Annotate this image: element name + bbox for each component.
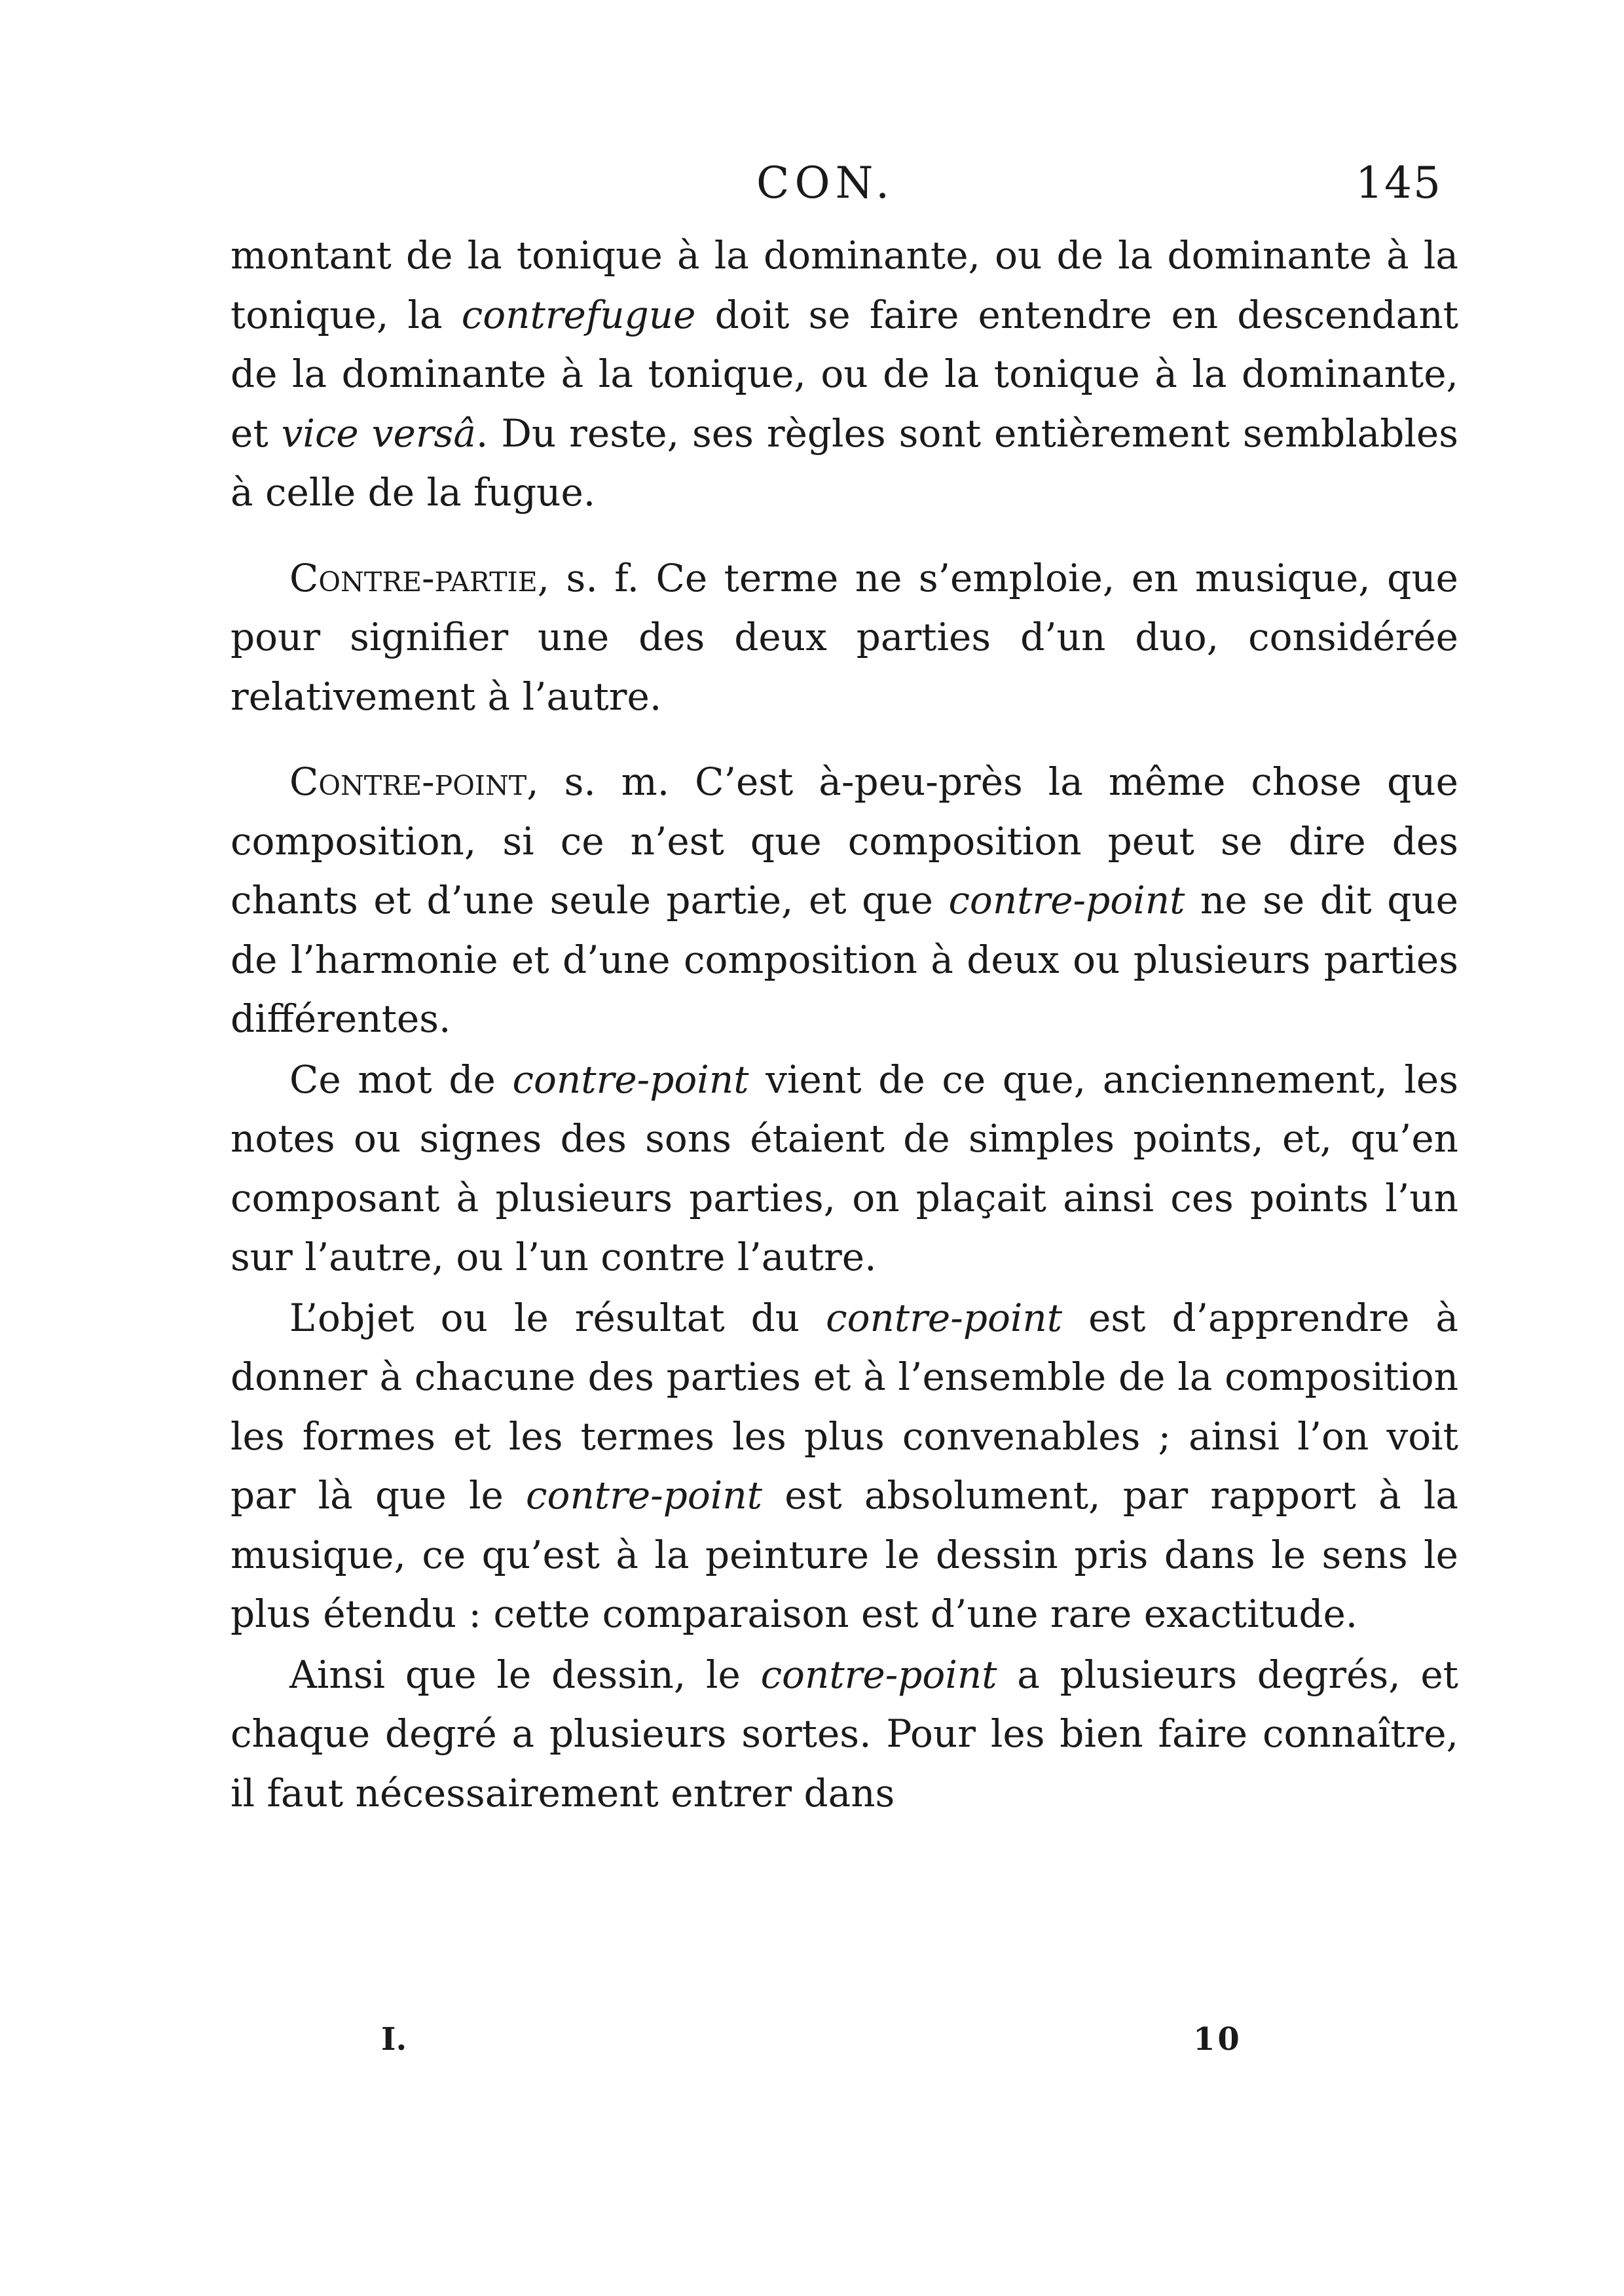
text-run: Ainsi que le dessin, le — [289, 1652, 761, 1697]
text-run: , s. f. Ce terme ne s’emploie, en musique, que pour signifier une des deux parties d’un duo, considérée relativement à l’autre. — [231, 555, 1458, 719]
running-head-title: CON. — [756, 158, 895, 208]
text-run: vient de ce que, anciennement, les notes ou signes des sons étaient de simples points, et, qu’en composant à plusieurs parties, on plaçait ainsi ces points l’un sur l’autre, ou l’un contre l’autre. — [231, 1057, 1458, 1279]
paragraph-etymology — [231, 1050, 1458, 1287]
italic-term: contre-point — [826, 1295, 1063, 1340]
paragraph-degrees — [231, 1645, 1458, 1823]
text-run: ne se dit que de l’harmonie et d’une composition à deux ou plusieurs parties différentes. — [231, 878, 1459, 1041]
text-run: . Du reste, ses règles sont entièrement semblables à celle de la fugue. — [231, 410, 1458, 515]
italic-term: contre-point — [948, 878, 1185, 922]
italic-term: contre-point — [526, 1473, 763, 1518]
text-run: est absolument, par rapport à la musique, ce qu’est à la peinture le dessin pris dans le sens le plus étendu : cette comparaison est d’une rare exactitude. — [231, 1473, 1458, 1636]
page-footer — [0, 2013, 1624, 2066]
italic-term: contre-point — [512, 1057, 749, 1102]
paragraph-fugue-continuation — [231, 226, 1458, 522]
text-run: a plusieurs degrés, et chaque degré a plusieurs sortes. Pour les bien faire connaître, il faut nécessairement entrer dans — [231, 1652, 1458, 1815]
text-block — [231, 226, 1458, 1823]
text-run: , s. m. C’est à-peu-près la même chose que composition, si ce n’est que composition peut se dire des chants et d’une seule partie, et que — [231, 759, 1458, 922]
entry-headword: Contre-point — [289, 759, 527, 804]
entry-contre-point — [231, 752, 1458, 1049]
italic-term: contre-point — [760, 1652, 997, 1697]
page-number: 145 — [1356, 158, 1442, 208]
text-run: est d’apprendre à donner à chacune des parties et à l’ensemble de la composition les formes et les termes les plus convenables ; ainsi l’on voit par là que le — [231, 1295, 1458, 1518]
text-run: doit se faire entendre en descendant de la dominante à la tonique, ou de la tonique à la dominante, et — [231, 292, 1458, 456]
signature-mark: I. — [381, 2021, 407, 2058]
paragraph-purpose — [231, 1288, 1458, 1644]
entry-contre-partie — [231, 549, 1458, 727]
entry-headword: Contre-partie — [289, 555, 538, 600]
italic-term: vice versâ — [281, 410, 476, 456]
gathering-folio: 10 — [1193, 2021, 1242, 2058]
text-run: L’objet ou le résultat du — [289, 1295, 826, 1340]
text-run: montant de la tonique à la dominante, ou de la dominante à la tonique, la — [231, 233, 1458, 337]
italic-term: contrefugue — [461, 292, 696, 337]
text-run: Ce mot de — [289, 1057, 513, 1102]
running-head — [0, 154, 1624, 213]
